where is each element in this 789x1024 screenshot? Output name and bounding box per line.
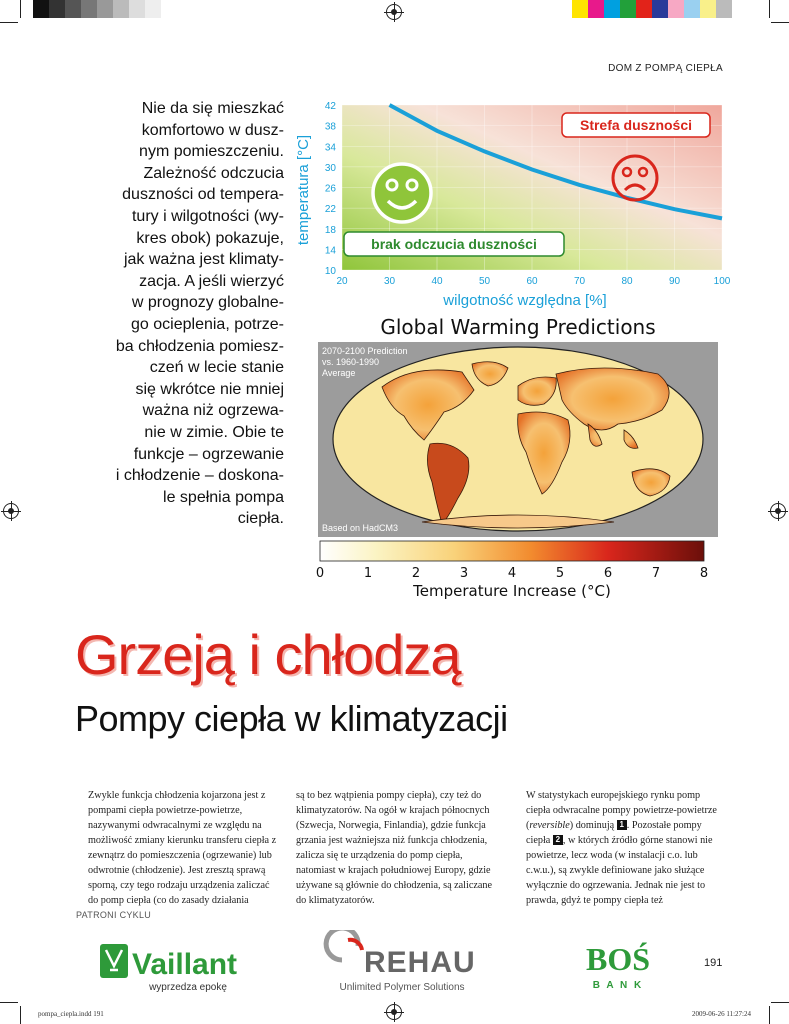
intro-line: duszności od tempera- bbox=[122, 186, 284, 204]
intro-line: le spełnia pompa bbox=[163, 488, 284, 506]
vaillant-logo bbox=[96, 940, 256, 995]
vaillant-tagline: wyprzedza epokę bbox=[149, 982, 227, 993]
scale-tick-label: 4 bbox=[507, 566, 517, 581]
page-number: 191 bbox=[704, 957, 723, 969]
body-column-1 bbox=[76, 788, 281, 908]
crop-mark bbox=[769, 0, 770, 18]
crop-mark bbox=[771, 1002, 789, 1003]
y-tick-label: 26 bbox=[324, 183, 336, 195]
y-tick-label: 30 bbox=[324, 162, 336, 174]
crop-mark bbox=[769, 1006, 770, 1024]
crop-mark bbox=[20, 0, 21, 18]
sticky-zone-label: Strefa duszności bbox=[579, 117, 693, 133]
figure-ref-badge: 2 bbox=[553, 835, 563, 845]
registration-mark-bottom bbox=[386, 1004, 402, 1020]
x-axis-label: wilgotność względna [%] bbox=[443, 292, 607, 309]
x-tick-label: 30 bbox=[383, 276, 396, 287]
x-tick-label: 20 bbox=[336, 276, 348, 287]
y-tick-label: 18 bbox=[324, 224, 336, 236]
x-tick-label: 100 bbox=[713, 276, 730, 287]
y-tick-label: 14 bbox=[324, 245, 336, 257]
scale-tick-label: 1 bbox=[363, 566, 373, 581]
intro-line: nym pomieszczeniu. bbox=[139, 143, 284, 161]
crop-mark bbox=[0, 1002, 18, 1003]
comfort-zone-label: brak odczucia duszności bbox=[371, 236, 537, 252]
intro-line: ba chłodzenia pomiesz- bbox=[115, 337, 284, 355]
bos-tagline: B A N K bbox=[592, 980, 644, 991]
print-slug-filename: pompa_ciepla.indd 191 bbox=[38, 1010, 104, 1018]
temperature-scale-bar bbox=[320, 541, 704, 561]
y-tick-label: 42 bbox=[324, 101, 336, 112]
scale-tick-label: 6 bbox=[603, 566, 613, 581]
scale-tick-label: 7 bbox=[651, 566, 661, 581]
bos-wordmark: BOŚ bbox=[585, 941, 651, 977]
x-tick-label: 60 bbox=[526, 276, 538, 287]
map-source: Based on HadCM3 bbox=[322, 523, 399, 533]
scale-tick-label: 8 bbox=[699, 566, 709, 581]
y-tick-label: 34 bbox=[324, 142, 336, 154]
intro-line: kres obok) pokazuje, bbox=[136, 229, 284, 247]
registration-mark-right bbox=[770, 503, 786, 519]
x-tick-label: 50 bbox=[478, 276, 491, 287]
intro-line: w prognozy globalne- bbox=[131, 294, 284, 312]
intro-line: funkcje – ogrzewanie bbox=[133, 445, 284, 463]
intro-line: i chłodzenie – doskona- bbox=[115, 467, 284, 485]
body-paragraph: Zwykle funkcja chłodzenia kojarzona jest z pompami ciepła powietrze-powietrze, nazywanymi odwracalnymi ze względu na możliwość zmiany kierunku transferu ciepła z zewnątrz do pomieszczenia (ogrzewanie) lub odwrotnie (chłodzenie). Jest zresztą sprawą sporną, czy tego rodzaju urządzenia zaliczać do pomp ciepła (co do zasady działania bbox=[88, 790, 277, 906]
intro-line: go ocieplenia, potrze- bbox=[131, 315, 284, 333]
intro-line: ważna niż ogrzewa- bbox=[142, 402, 284, 420]
sponsors-label: PATRONI CYKLU bbox=[76, 910, 152, 920]
intro-line: komfortowo w dusz- bbox=[141, 121, 284, 139]
text-run: , w których źródło górne stanowi nie powietrze, lecz woda (w instalacji c.o. lub c.w.u.), są zwykle definiowane jako służące wyłącznie do ogrzewania. Jednak nie jest to prawda, gdyż te pompy ciepła też bbox=[526, 835, 713, 906]
intro-line: nie w zimie. Obie te bbox=[144, 423, 284, 441]
text-run: W statystykach europejskiego rynku pomp ciepła odwracalne pompy powietrze-powietrze ( bbox=[526, 790, 717, 831]
map-title: Global Warming Predictions bbox=[380, 315, 656, 339]
figure-ref-badge: 1 bbox=[617, 820, 627, 830]
rehau-wordmark: REHAU bbox=[364, 946, 476, 979]
intro-line: tury i wilgotności (wy- bbox=[131, 207, 284, 225]
text-run-italic: reversible bbox=[529, 820, 570, 831]
scale-label: Temperature Increase (°C) bbox=[413, 582, 611, 600]
intro-line: Zależność odczucia bbox=[143, 164, 284, 182]
y-tick-label: 10 bbox=[324, 266, 336, 277]
comfort-chart bbox=[290, 95, 730, 310]
registration-mark-top bbox=[386, 4, 402, 20]
x-tick-labels bbox=[336, 276, 730, 287]
crop-mark bbox=[20, 1006, 21, 1024]
registration-mark-left bbox=[3, 503, 19, 519]
intro-paragraph bbox=[72, 98, 284, 530]
y-axis-label: temperatura [°C] bbox=[295, 134, 312, 246]
crop-mark bbox=[0, 22, 18, 23]
scale-tick-label: 5 bbox=[555, 566, 565, 581]
vaillant-wordmark: Vaillant bbox=[132, 948, 238, 981]
bos-bank-logo bbox=[572, 938, 664, 996]
x-tick-label: 90 bbox=[668, 276, 681, 287]
body-paragraph: są to bez wątpienia pompy ciepła), czy też do klimatyzatorów. Na ogół w krajach północnych (Szwecja, Norwegia, Finlandia), gdzie funkcja grzania jest ważniejsza niż funkcja chłodzenia, zalicza się te urządzenia do pomp ciepła, natomiast w krajach południowej Europy, gdzie używane są głównie do chłodzenia, są zaliczane do klimatyzatorów. bbox=[296, 790, 493, 906]
intro-line: Nie da się mieszkać bbox=[141, 100, 284, 117]
global-warming-map-figure bbox=[312, 312, 724, 602]
map-caption-line: vs. 1960-1990 bbox=[322, 357, 380, 367]
scale-tick-label: 2 bbox=[411, 566, 421, 581]
text-run: ) dominują bbox=[569, 820, 617, 831]
intro-line: jak ważna jest klimaty- bbox=[123, 251, 284, 269]
print-slug-timestamp: 2009-06-26 11:27:24 bbox=[691, 1010, 751, 1018]
intro-line: ciepła. bbox=[237, 510, 284, 528]
y-tick-label: 38 bbox=[324, 121, 336, 133]
color-calibration-bar-left bbox=[33, 0, 161, 18]
rehau-logo bbox=[318, 930, 478, 995]
text-run: . Pozostałe pompy ciepła bbox=[526, 820, 702, 846]
intro-line: czeń w lecie stanie bbox=[149, 359, 284, 377]
scale-tick-label: 3 bbox=[459, 566, 469, 581]
x-tick-label: 70 bbox=[573, 276, 586, 287]
body-paragraph bbox=[514, 788, 719, 908]
article-subtitle: Pompy ciepła w klimatyzacji bbox=[75, 698, 508, 739]
x-tick-label: 40 bbox=[431, 276, 443, 287]
scale-tick-labels bbox=[316, 566, 708, 581]
y-tick-labels bbox=[325, 101, 337, 277]
scale-tick-label: 0 bbox=[315, 566, 325, 581]
running-head: DOM Z POMPĄ CIEPŁA bbox=[608, 63, 723, 74]
x-tick-label: 80 bbox=[621, 276, 633, 287]
intro-line: się wkrótce nie mniej bbox=[135, 380, 284, 398]
article-title: Grzeją i chłodzą bbox=[75, 623, 461, 686]
color-calibration-bar-right bbox=[572, 0, 732, 18]
map-caption-line: Average bbox=[322, 368, 356, 378]
body-column-3 bbox=[514, 788, 719, 908]
y-tick-label: 22 bbox=[324, 204, 336, 216]
intro-line: zacja. A jeśli wierzyć bbox=[139, 272, 284, 290]
rehau-tagline: Unlimited Polymer Solutions bbox=[339, 982, 465, 993]
body-column-2 bbox=[296, 788, 501, 908]
crop-mark bbox=[771, 22, 789, 23]
happy-face-icon bbox=[373, 164, 431, 222]
map-caption-line: 2070-2100 Prediction bbox=[322, 346, 408, 356]
